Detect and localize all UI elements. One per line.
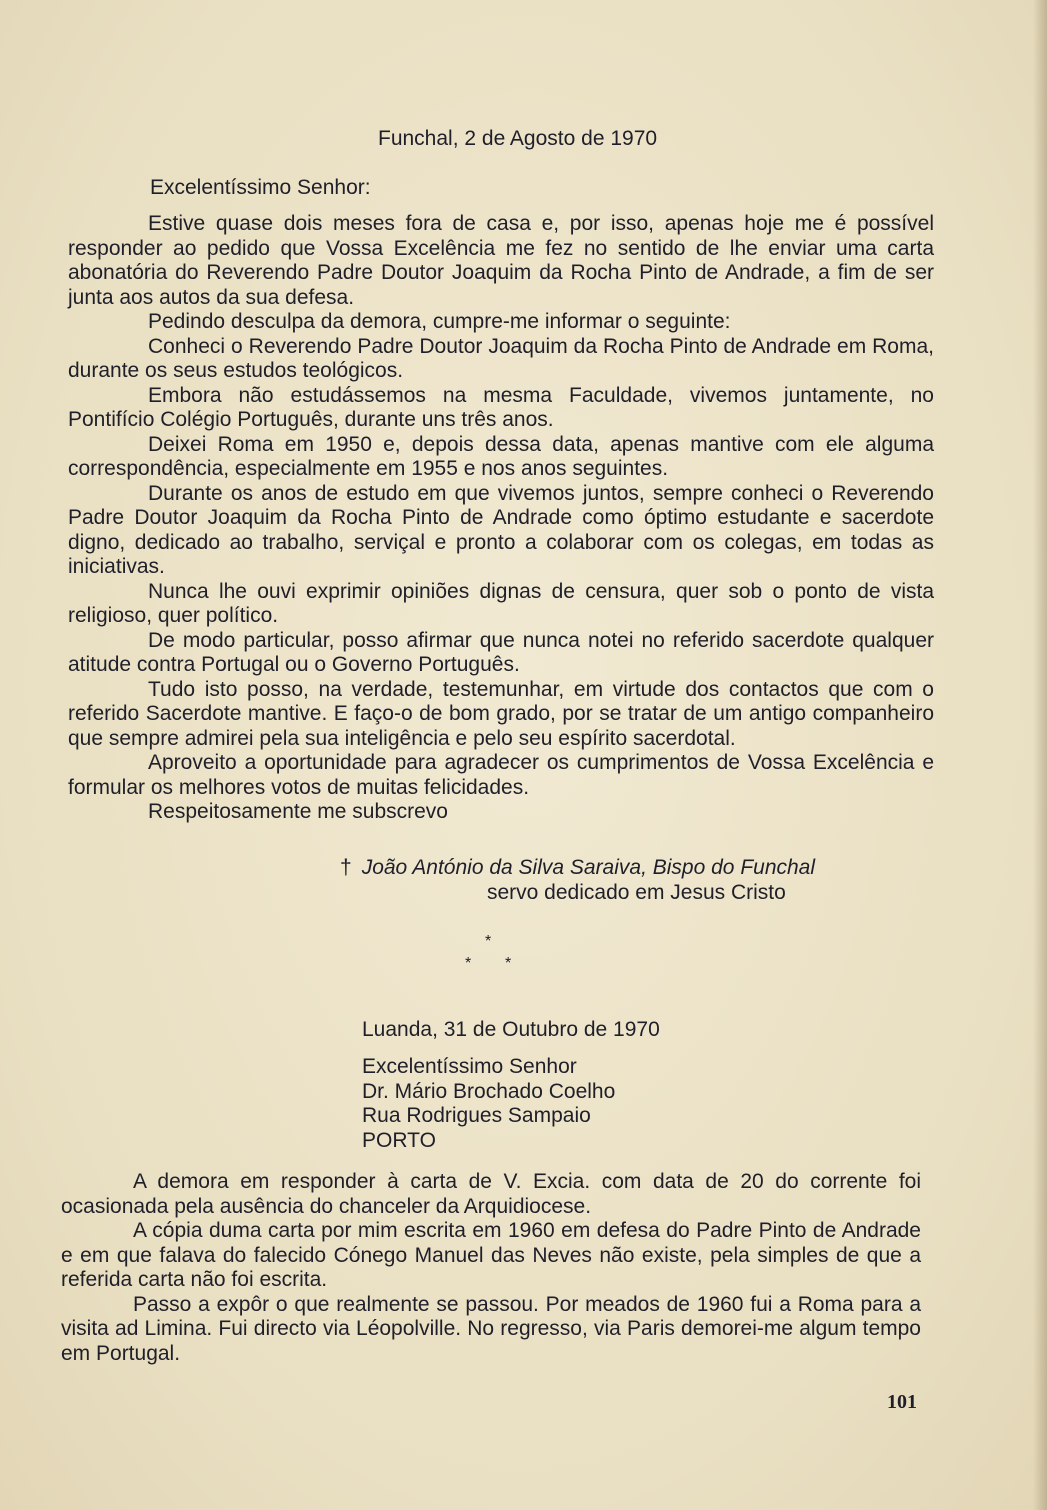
letter2-date: Luanda, 31 de Outubro de 1970 [362, 1018, 660, 1041]
letter1-paragraph: Pedindo desculpa da demora, cumpre-me informar o seguinte: [148, 310, 731, 333]
letter1-salutation: Excelentíssimo Senhor: [150, 176, 371, 199]
letter1-paragraph: Deixei Roma em 1950 e, depois dessa data, apenas mantive com ele alguma correspondência, especialmente em 1955 e nos anos seguintes. [68, 432, 934, 480]
page-number: 101 [887, 1391, 917, 1413]
address-line: Dr. Mário Brochado Coelho [362, 1079, 616, 1103]
letter2-paragraph: Passo a expôr o que realmente se passou. Por meados de 1960 fui a Roma para a visita ad Limina. Fui directo via Léopolville. No regresso, via Paris demorei-me algum tempo em Portugal. [61, 1292, 921, 1365]
address-line: Rua Rodrigues Sampaio [362, 1104, 591, 1127]
signature-name-line [300, 856, 930, 881]
letter1-paragraph: Durante os anos de estudo em que vivemos juntos, sempre conheci o Reverendo Padre Doutor Joaquim da Rocha Pinto de Andrade como óptimo estudante e sacerdote digno, dedicado ao trabalho, serviçal e pronto a colaborar com os colegas, em todas as iniciativas. [68, 481, 934, 578]
letter2-address [362, 1055, 615, 1153]
signature-name: João António da Silva Saraiva, Bispo do Funchal [361, 856, 816, 879]
letter1-signature [300, 856, 930, 905]
letter1-date: Funchal, 2 de Agosto de 1970 [378, 127, 658, 150]
section-separator [460, 930, 520, 970]
letter2-paragraph: A demora em responder à carta de V. Excia. com data de 20 do corrente foi ocasionada pela ausência do chanceler da Arquidiocese. [61, 1170, 921, 1218]
letter1-paragraph: Respeitosamente me subscrevo [148, 800, 448, 823]
asterisk-icon: * [505, 955, 512, 972]
asterisk-icon: * [465, 955, 472, 972]
letter2-body [61, 1170, 921, 1366]
letter1-paragraph: Embora não estudássemos na mesma Faculdade, vivemos juntamente, no Pontifício Colégio Português, durante uns três anos. [68, 383, 934, 431]
letter1-paragraph: Conheci o Reverendo Padre Doutor Joaquim da Rocha Pinto de Andrade em Roma, durante os seus estudos teológicos. [68, 334, 934, 382]
letter2-paragraph: A cópia duma carta por mim escrita em 1960 em defesa do Padre Pinto de Andrade e em que falava do falecido Cónego Manuel das Neves não existe, pela simples de que a referida carta não foi escrita. [61, 1219, 921, 1291]
signature-closing: servo dedicado em Jesus Cristo [487, 880, 786, 904]
asterisk-icon: * [485, 933, 492, 950]
address-line: Excelentíssimo Senhor [362, 1055, 577, 1078]
letter1-body [68, 212, 934, 825]
letter1-paragraph: Aproveito a oportunidade para agradecer os cumprimentos de Vossa Excelência e formular os melhores votos de muitas felicidades. [68, 751, 934, 799]
page-edge-shadow [1033, 0, 1047, 1510]
letter1-paragraph: Nunca lhe ouvi exprimir opiniões dignas de censura, quer sob o ponto de vista religioso, quer político. [68, 579, 934, 627]
cross-icon: † [340, 856, 352, 879]
letter1-paragraph: De modo particular, posso afirmar que nunca notei no referido sacerdote qualquer atitude contra Portugal ou o Governo Português. [68, 628, 934, 676]
letter1-paragraph: Estive quase dois meses fora de casa e, por isso, apenas hoje me é possível responder ao pedido que Vossa Excelência me fez no sentido de lhe enviar uma carta abonatória do Reverendo Padre Doutor Joaquim da Rocha Pinto de Andrade, a fim de ser junta aos autos da sua defesa. [68, 212, 934, 309]
address-line: PORTO [362, 1128, 436, 1152]
letter1-paragraph: Tudo isto posso, na verdade, testemunhar, em virtude dos contactos que com o referido Sacerdote mantive. E faço-o de bom grado, por se tratar de um antigo companheiro que sempre admirei pela sua inteligência e pelo seu espírito sacerdotal. [68, 677, 934, 750]
